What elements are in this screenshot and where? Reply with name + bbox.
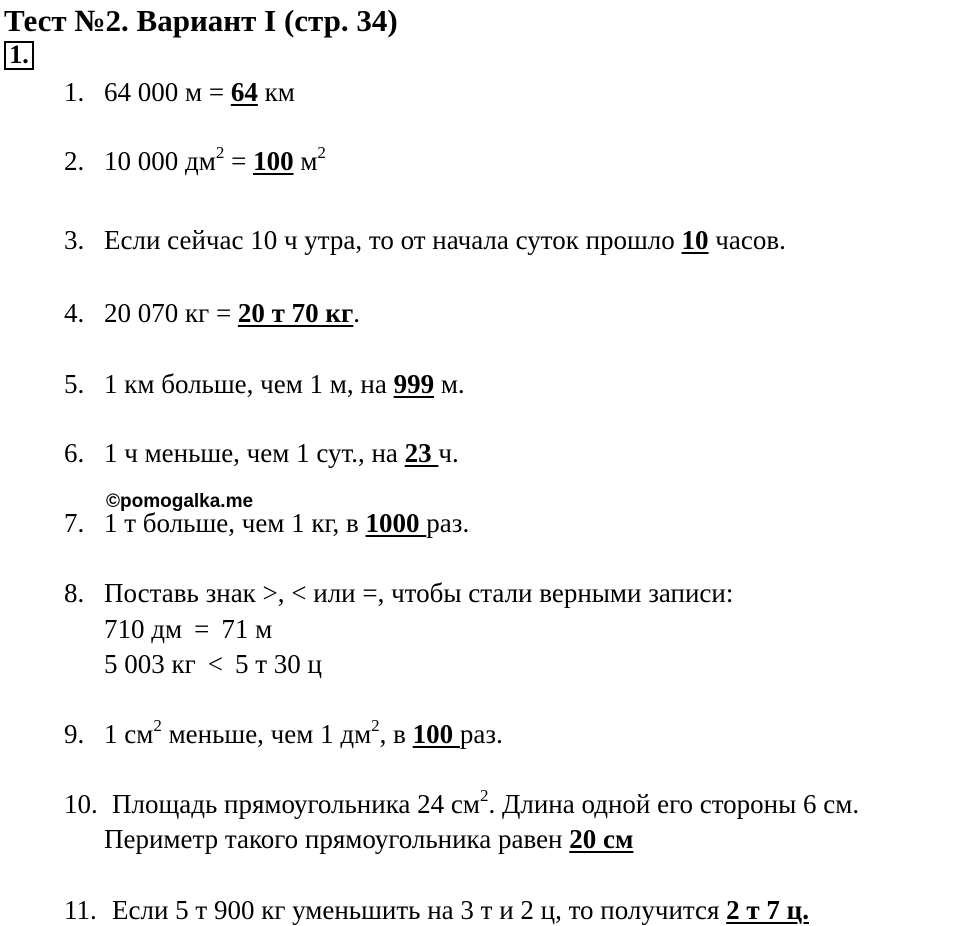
item-text: Если 5 т 900 кг уменьшить на 3 т и 2 ц, то получится 2 т 7 ц. — [112, 895, 809, 925]
page-title: Тест №2. Вариант I (стр. 34) — [4, 3, 398, 38]
answer: 10 — [681, 225, 709, 255]
item-text: 1 ч меньше, чем 1 сут., на 23 ч. — [104, 438, 459, 468]
watermark: ©pomogalka.me — [106, 491, 254, 512]
answer: 64 — [230, 77, 258, 107]
item-number: 4. — [64, 298, 85, 328]
comparison-right: 71 м — [221, 614, 273, 644]
item-text: 10 000 $дм^2 = 100$ $м^2$ — [104, 143, 326, 176]
answer: 100 — [253, 146, 294, 176]
item-text: Поставь знак >, < или =, чтобы стали верными записи: — [104, 578, 734, 608]
item-number: 2. — [64, 146, 85, 176]
item-number: 9. — [64, 719, 85, 749]
answer: 999 — [393, 369, 435, 399]
item-number: 6. — [64, 438, 85, 468]
comparison-row — [104, 613, 272, 645]
item-number: 8. — [64, 578, 85, 608]
comparison-left: 710 дм — [104, 614, 183, 644]
item-continuation: Периметр такого прямоугольника равен 20 см — [104, 824, 634, 854]
item-text: 1 $см^2$ меньше, чем 1 $дм^2$, в 100 раз. — [104, 716, 503, 749]
item-text: 1 км больше, чем 1 м, на 999 м. — [104, 369, 465, 399]
comparison-right: 5 т 30 ц — [234, 649, 322, 679]
answer: 23 — [404, 438, 439, 468]
task-number-box: 1. — [4, 41, 34, 70]
item-text: Площадь прямоугольника 24 $см^2$. Длина одной его стороны 6 см. — [112, 786, 860, 819]
item-text: 1 т больше, чем 1 кг, в 1000 раз. — [104, 508, 470, 538]
item-text: 20 070 кг = 20 т 70 кг. — [104, 298, 361, 328]
item-number: 7. — [64, 508, 85, 538]
comparison-row — [104, 648, 322, 680]
item-number: 1. — [64, 77, 85, 107]
answer: 1000 — [365, 508, 427, 538]
answer: 2 т 7 ц. — [726, 895, 809, 925]
answer: 20 см — [569, 824, 634, 854]
item-number: 11. — [64, 895, 97, 925]
item-text: Если сейчас 10 ч утра, то от начала суток прошло 10 часов. — [104, 225, 786, 255]
item-text: 64 000 м = 64 км — [104, 77, 295, 107]
item-number: 5. — [64, 369, 85, 399]
item-number: 10. — [64, 789, 98, 819]
item-number: 3. — [64, 225, 85, 255]
comparison-left: 5 003 кг — [104, 649, 196, 679]
answer: 20 т 70 кг — [237, 298, 354, 328]
comparison-sign: < — [207, 649, 223, 679]
answer: 100 — [412, 719, 460, 749]
comparison-sign: = — [194, 614, 210, 644]
